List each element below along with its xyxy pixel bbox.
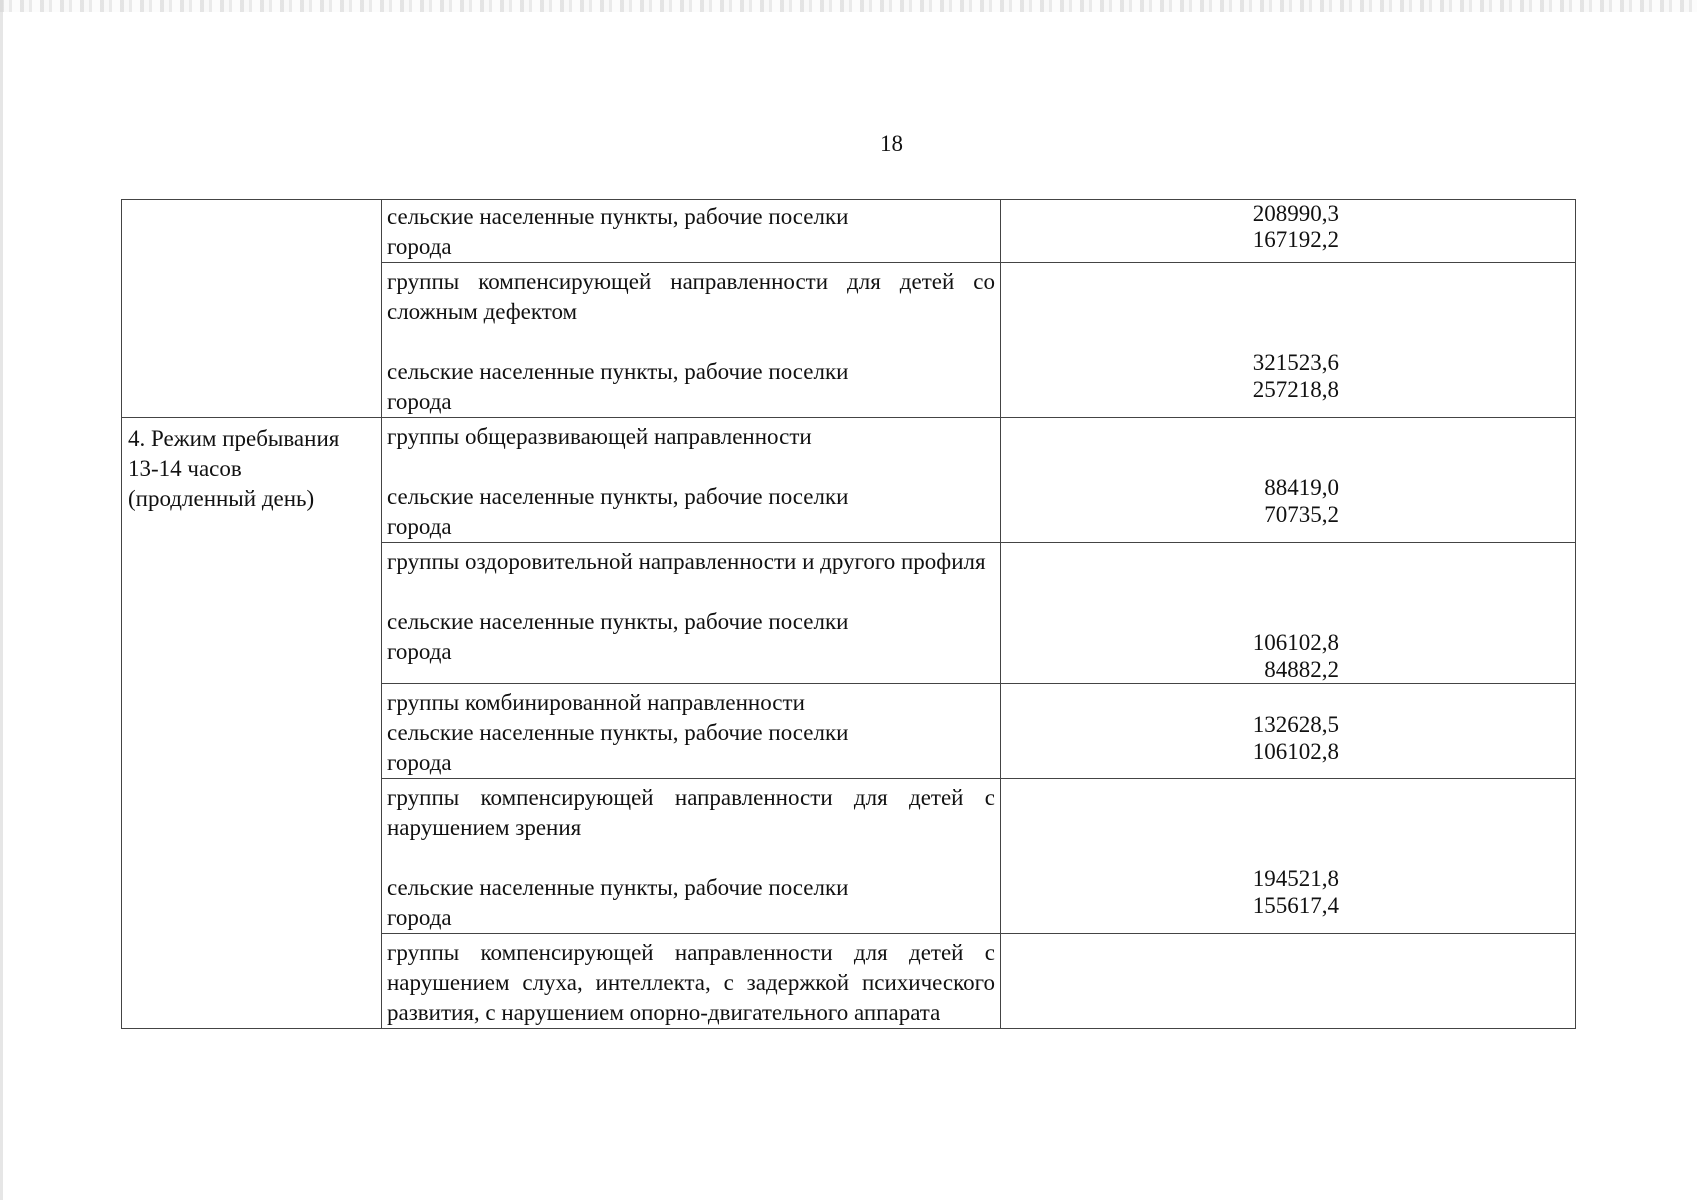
mode-cell-empty [122, 200, 382, 418]
rural-label: сельские населенные пункты, рабочие поселки [387, 720, 849, 745]
city-label: города [387, 905, 452, 930]
group-title: группы компенсирующей направленности для детей с нарушением зрения [387, 785, 995, 840]
scan-edge-top [0, 0, 1697, 12]
city-value: 106102,8 [1252, 739, 1339, 764]
rural-value: 106102,8 [1252, 630, 1339, 655]
rural-label: сельские населенные пункты, рабочие поселки [387, 204, 849, 229]
group-cell [382, 684, 1001, 779]
value-cell [1001, 684, 1576, 779]
city-value: 84882,2 [1264, 657, 1339, 682]
group-title: группы компенсирующей направленности для детей со сложным дефектом [387, 269, 995, 324]
mode-cell [122, 418, 382, 1029]
group-title: группы общеразвивающей направленности [387, 424, 812, 449]
rural-label: сельские населенные пункты, рабочие поселки [387, 359, 849, 384]
rural-value: 194521,8 [1252, 866, 1339, 891]
group-cell [382, 263, 1001, 418]
city-label: города [387, 514, 452, 539]
rural-value: 88419,0 [1264, 475, 1339, 500]
city-label: города [387, 639, 452, 664]
city-value: 155617,4 [1252, 893, 1339, 918]
group-cell [382, 200, 1001, 263]
value-cell [1001, 263, 1576, 418]
group-cell [382, 418, 1001, 543]
value-cell-empty [1001, 934, 1576, 1029]
table-row [122, 418, 1576, 543]
city-label: города [387, 750, 452, 775]
rural-label: сельские населенные пункты, рабочие поселки [387, 875, 849, 900]
value-cell [1001, 418, 1576, 543]
group-cell [382, 779, 1001, 934]
city-value: 167192,2 [1252, 227, 1339, 252]
city-value: 70735,2 [1264, 502, 1339, 527]
group-title: группы оздоровительной направленности и другого профиля [387, 549, 986, 574]
tariff-table [121, 199, 1576, 1029]
rural-value: 132628,5 [1252, 712, 1339, 737]
table-row [122, 200, 1576, 263]
rural-label: сельские населенные пункты, рабочие поселки [387, 609, 849, 634]
group-cell [382, 934, 1001, 1029]
value-cell [1001, 779, 1576, 934]
value-cell [1001, 543, 1576, 684]
group-title: группы комбинированной направленности [387, 690, 805, 715]
page-number: 18 [880, 131, 903, 156]
rural-value: 208990,3 [1252, 201, 1339, 226]
mode-label: 4. Режим пребывания 13-14 часов (продленный день) [128, 426, 340, 511]
city-label: города [387, 234, 452, 259]
scan-edge-left [0, 0, 3, 1200]
city-label: города [387, 389, 452, 414]
rural-label: сельские населенные пункты, рабочие поселки [387, 484, 849, 509]
group-title: группы компенсирующей направленности для детей с нарушением слуха, интеллекта, с задержкой психического развития, с нарушением опорно-двигательного аппарата [387, 940, 995, 1025]
group-cell [382, 543, 1001, 684]
city-value: 257218,8 [1252, 377, 1339, 402]
rural-value: 321523,6 [1252, 350, 1339, 375]
value-cell [1001, 200, 1576, 263]
